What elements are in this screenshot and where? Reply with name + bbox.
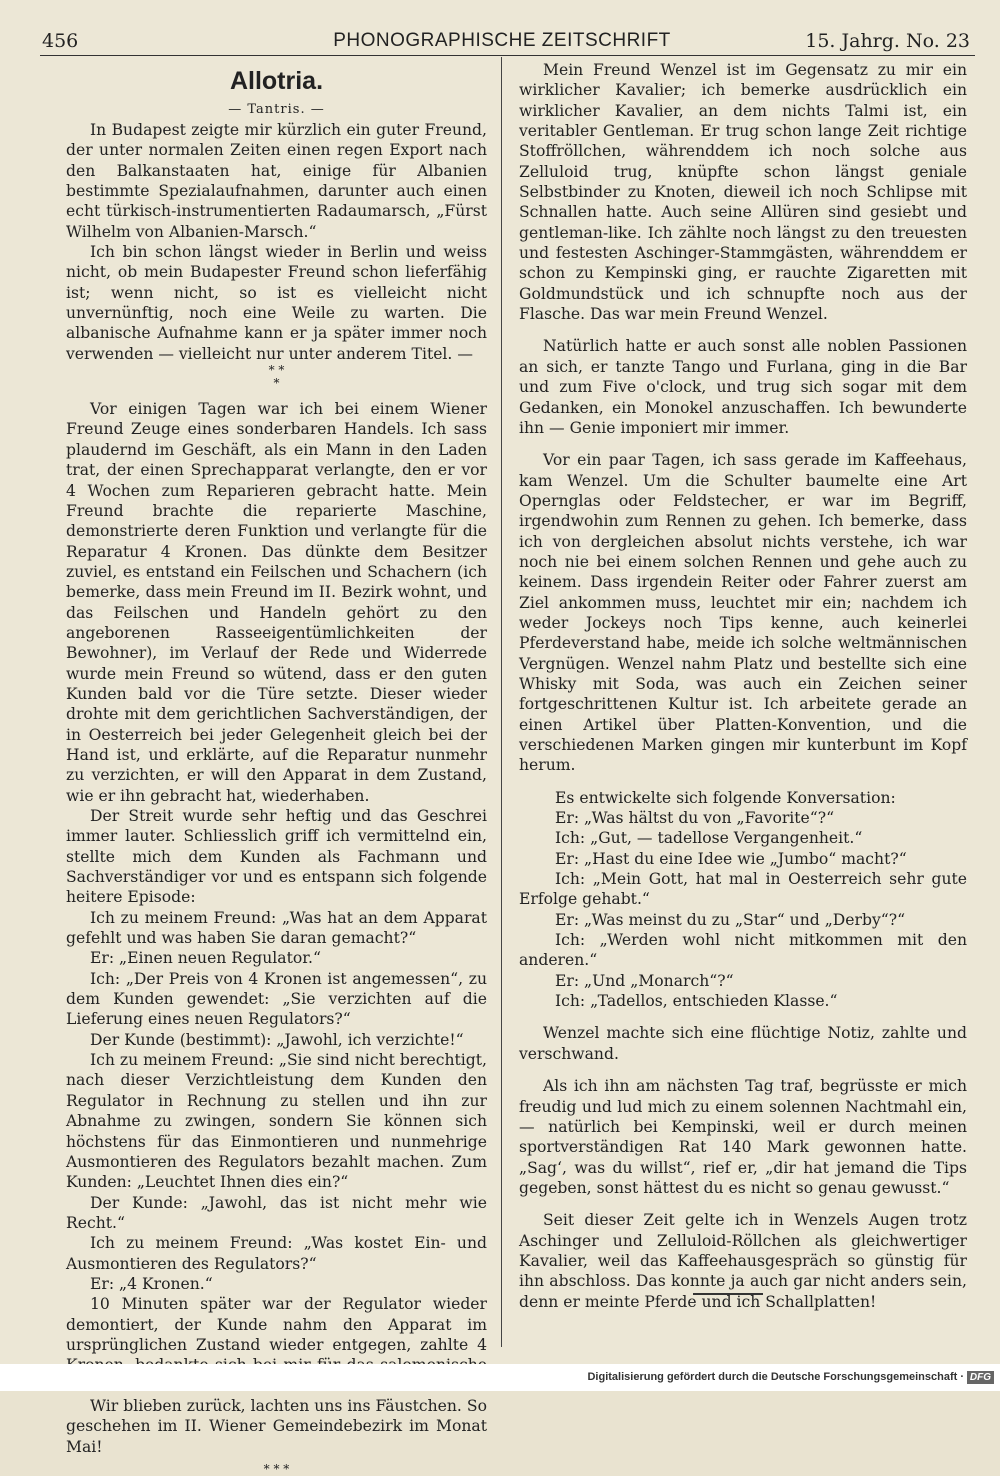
section-separator-mid: * [273, 376, 280, 391]
paragraph: Der Streit wurde sehr heftig und das Geschrei immer lauter. Schliesslich griff ich vermittelnd ein, stellte mich dem Kunden als Fachmann und Sachverständiger vor und es entspann sich folgende heitere Episode: [66, 807, 487, 907]
paragraph: Er: „Einen neuen Regulator.“ [90, 949, 321, 968]
article-title: Allotria. [229, 67, 324, 95]
paragraph: Ich bin schon längst wieder in Berlin und weiss nicht, ob mein Budapester Freund schon lieferfähig ist; wenn nicht, so ist es vielleicht nicht unvernünftig, noch eine Weile zu warten. Die albanische Aufnahme kann er ja später immer noch verwenden — vielleicht nur unter anderem Titel. — [66, 243, 487, 363]
journal-title: PHONOGRAPHISCHE ZEITSCHRIFT [333, 30, 671, 51]
dialog-line: Ich: „Mein Gott, hat mal in Oesterreich sehr gute Erfolge gehabt.“ [519, 870, 967, 909]
page-header [28, 28, 976, 58]
dialog-line: Er: „Und „Monarch“?“ [555, 971, 734, 990]
page-number: 456 [42, 30, 79, 52]
digitization-footer [0, 1364, 1000, 1391]
paragraph: Ich: „Der Preis von 4 Kronen ist angemessen“, zu dem Kunden gewendet: „Sie verzichten auf die Lieferung eines neuen Regulators?“ [66, 969, 487, 1029]
dialog-line: Es entwickelte sich folgende Konversation: [555, 788, 896, 807]
dfg-logo: DFG [967, 1371, 994, 1384]
right-column [519, 60, 967, 1312]
issue-info: 15. Jahrg. No. 23 [805, 30, 970, 52]
dialog-line: Er: „Was hältst du von „Favorite“?“ [555, 809, 835, 828]
dialog-line: Ich: „Tadellos, entschieden Klasse.“ [555, 992, 838, 1011]
conversation [519, 788, 967, 1012]
paragraph: Seit dieser Zeit gelte ich in Wenzels Augen trotz Aschinger und Zelluloid-Röllchen als gleichwertiger Kavalier, weil das Kaffeehausgespräch so günstig für ihn abschloss. Das konnte ja auch gar nicht anders sein, denn er meinte Pferde und ich Schallplatten! [519, 1211, 967, 1311]
paragraph: Der Kunde: „Jawohl, das ist nicht mehr wie Recht.“ [66, 1193, 487, 1232]
paragraph: Natürlich hatte er auch sonst alle noblen Passionen an sich, er tanzte Tango und Furlana, ging in die Bar und zum Five o'clock, und trug sich sogar mit dem Gedanken, ein Monokel anzuschaffen. Ich bewunderte ihn — Genie imponiert mir immer. [519, 337, 967, 437]
end-rule [693, 1293, 763, 1295]
paragraph: Wir blieben zurück, lachten uns ins Fäustchen. So geschehen im II. Wiener Gemeindebezirk im Monat Mai! [66, 1396, 487, 1456]
dialog-line: Er: „Was meinst du zu „Star“ und „Derby“?“ [555, 910, 906, 929]
header-rule [40, 55, 975, 56]
dialog-line: Er: „Hast du eine Idee wie „Jumbo“ macht?“ [555, 849, 907, 868]
paragraph: 10 Minuten später war der Regulator wieder demontiert, der Kunde nahm den Apparat im ursprünglichen Zustand wieder entgegen, zahlte 4 [66, 1295, 487, 1354]
paragraph: In Budapest zeigte mir kürzlich ein guter Freund, der unter normalen Zeiten einen regen Export nach den Balkanstaaten hat, einige für Albanien bestimmte Spezialaufnahmen, darunter auch einen echt türkisch-instrumentierten Radaumarsch, „Fürst Wilhelm von Albanien-Marsch.“ [66, 121, 487, 241]
paragraph: Als ich ihn am nächsten Tag traf, begrüsste er mich freudig und lud mich zu einem solennen Nachtmahl ein, — natürlich bei Kempinski, weil er durch meinen sportverständigen Rat 140 Mark gewonnen hatte. „Sag‘, was du willst“, rief er, „dir hat jemand die Tips gegeben, sonst hättest du es nicht so genau gewusst.“ [519, 1077, 967, 1197]
paragraph: Ich zu meinem Freund: „Sie sind nicht berechtigt, nach dieser Verzichtleistung dem Kunden den Regulator in Rechnung zu stellen und ihn zur Abnahme zu zwingen, sondern Sie können sich höchstens für das Einmontieren und nunmehrige Ausmontieren des Regulators bezahlt machen. Zum Kunden: „Leuchtet Ihnen dies ein?“ [66, 1051, 487, 1192]
paragraph: Ich zu meinem Freund: „Was hat an dem Apparat gefehlt und was haben Sie daran gemacht?“ [66, 908, 487, 948]
paragraph: Wenzel machte sich eine flüchtige Notiz, zahlte und verschwand. [519, 1024, 967, 1063]
paragraph: Der Kunde (bestimmt): „Jawohl, ich verzichte!“ [90, 1030, 464, 1049]
paragraph: Ich zu meinem Freund: „Was kostet Ein- und Ausmontieren des Regulators?“ [66, 1234, 487, 1273]
paragraph: Mein Freund Wenzel ist im Gegensatz zu mir ein wirklicher Kavalier; ich bemerke ausdrücklich ein wirklicher Kavalier, an dem nichts Talmi ist, ein veritabler Gentleman. Er trug schon lange Zeit richtige Stoffröllchen, währenddem ich noch solche aus Zelluloid trug, knüpfte schon längst geniale Selbstbinder zu Knoten, dieweil ich noch Schlipse mit Schnallen hatte. Auch seine Allüren sind gesiebt und gentleman-like. Ich zählte noch längst zu den treuesten und festesten Aschinger-Stammgästen, währenddem er schon zu Kempinski ging, er rauchte Zigaretten mit Goldmundstück und ich schnupfte noch aus der Flasche. Das war mein Freund Wenzel. [519, 61, 967, 324]
paragraph: Vor einigen Tagen war ich bei einem Wiener Freund Zeuge eines sonderbaren Handels. Ich sass plaudernd im Geschäft, als ein Mann in den Laden trat, der einen Sprechapparat verlangte, den er vor 4 Wochen zum Reparieren gebracht hatte. Mein Freund brachte die reparierte Maschine, demonstrierte deren Funktion und verlangte für die Reparatur 4 Kronen. Das dünkte dem Besitzer zuviel, es entstand ein Feilschen und Schachern (ich bemerke, dass mein Freund im II. Bezirk wohnt, und das Feilschen und Handeln gehört zu den angeborenen Rasseeigentümlichkeiten der Bewohner), im Verlauf der Rede und Widerrede wurde mein Freund so wütend, dass er den guten Kunden bald vor die Türe setzte. Dieser wieder drohte mit dem gerichtlichen Sachverständigen, der in Oesterreich bei jeder Gelegenheit gleich bei der Hand ist, und erklärte, auf die Reparatur nunmehr zu verzichten, er will den Apparat in dem Zustand, wie er ihn gebracht hat, wiederhaben. [66, 400, 487, 805]
column-divider [501, 57, 502, 1347]
article-author: — Tantris. — [228, 102, 325, 117]
left-column [66, 60, 487, 1476]
paragraph: Er: „4 Kronen.“ [90, 1274, 213, 1293]
footer-text: Digitalisierung gefördert durch die Deutsche Forschungsgemeinschaft · [587, 1371, 964, 1383]
dialog-line: Ich: „Werden wohl nicht mitkommen mit den anderen.“ [519, 931, 967, 970]
dialog-line: Ich: „Gut, — tadellose Vergangenheit.“ [555, 829, 863, 848]
left-story [66, 399, 487, 1457]
section-separator: * * [268, 363, 285, 378]
bottom-separator: * * * [263, 1462, 290, 1476]
left-intro [66, 120, 487, 364]
paragraph: Vor ein paar Tagen, ich sass gerade im Kaffeehaus, kam Wenzel. Um die Schulter baumelte eine Art Opernglas oder Feldstecher, er war im Begriff, irgendwohin zum Rennen zu gehen. Ich bemerke, dass ich von dergleichen absolut nichts verstehe, ich war noch nie bei einem solchen Rennen und gehe auch zu keinem. Dass irgendein Reiter oder Fahrer zuerst am Ziel ankommen muss, leuchtet mir ein; nachdem ich weder Jockeys noch Tips kenne, auch keinerlei Pferdeverstand habe, meide ich solche weltmännischen Vergnügen. Wenzel nahm Platz und bestellte sich eine Whisky mit Soda, was auch ein Zeichen seiner fortgeschrittenen Kultur ist. Ich arbeitete gerade an einen Artikel über Platten-Konvention, und die verschiedenen Marken gingen mir kunterbunt im Kopf herum. [519, 451, 967, 775]
